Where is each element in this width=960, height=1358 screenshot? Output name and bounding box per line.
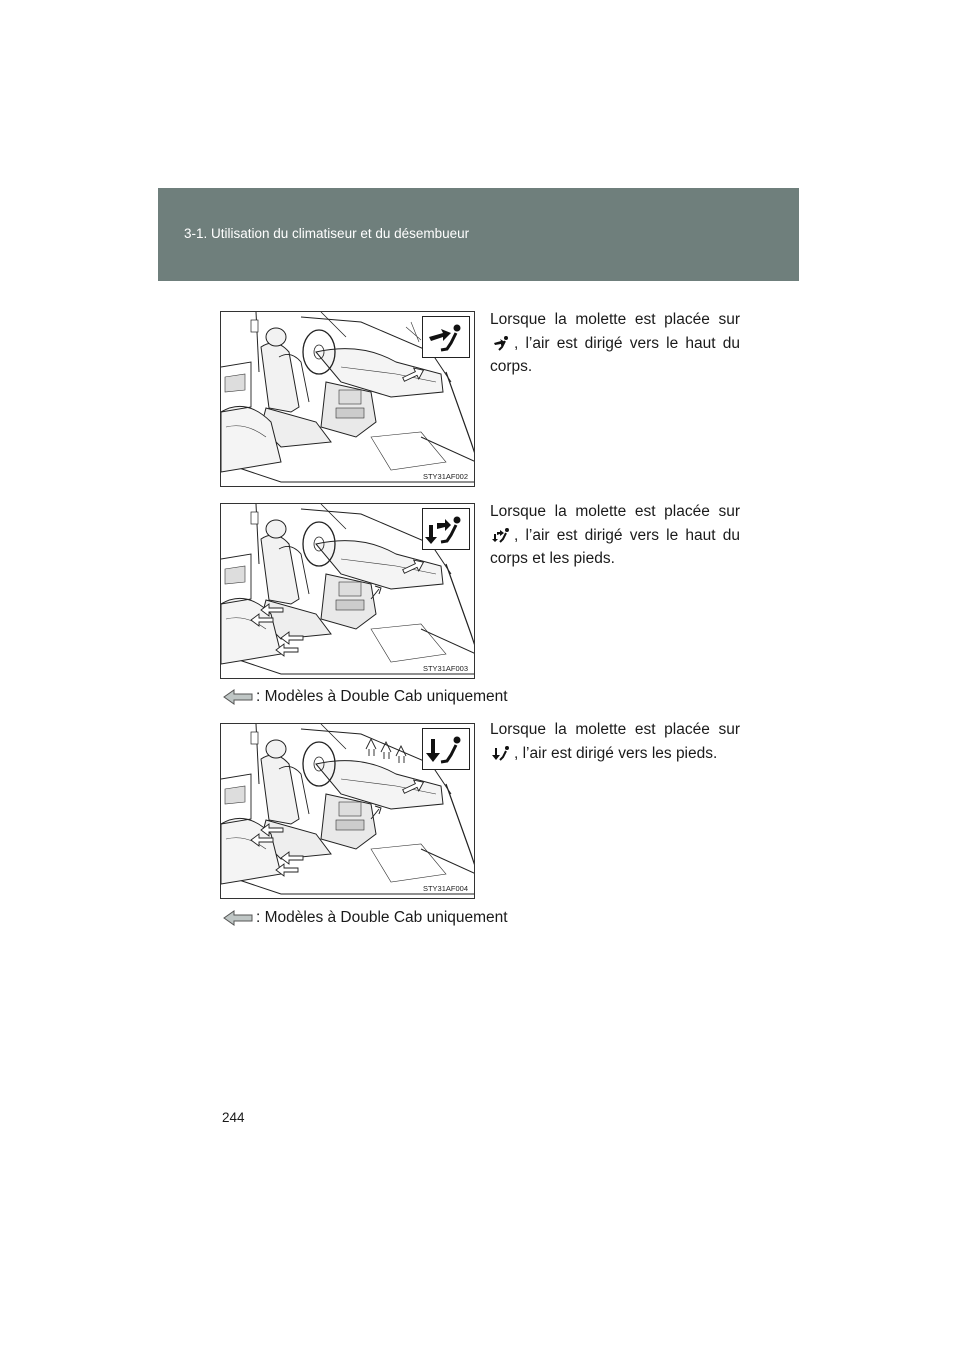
- double-cab-arrow-icon: [222, 689, 254, 705]
- description-foot-mode: [490, 718, 740, 765]
- description-text: , l’air est dirigé vers le haut du corps et les pieds.: [490, 526, 740, 567]
- double-cab-arrow-icon: [222, 910, 254, 926]
- description-face-mode: [490, 308, 740, 379]
- face-vent-icon: [422, 316, 470, 358]
- note-text: : Modèles à Double Cab uniquement: [256, 688, 508, 705]
- figure-code: STY31AF002: [422, 472, 468, 481]
- description-text: , l’air est dirigé vers le haut du corps.: [490, 334, 740, 375]
- section-title: 3-1. Utilisation du climatiseur et du désembueur: [184, 226, 470, 241]
- note-double-cab: [222, 909, 508, 927]
- face-vent-icon: [492, 335, 512, 351]
- foot-vent-icon: [492, 745, 512, 761]
- page-number: 244: [222, 1110, 245, 1125]
- bi-level-vent-icon: [422, 508, 470, 550]
- section-header: [158, 188, 799, 281]
- foot-vent-icon: [422, 728, 470, 770]
- bi-level-vent-icon: [492, 527, 512, 543]
- figure-code: STY31AF003: [422, 664, 468, 673]
- description-bilevel-mode: [490, 500, 740, 571]
- description-text: Lorsque la molette est placée sur: [490, 721, 740, 738]
- description-text: Lorsque la molette est placée sur: [490, 311, 740, 328]
- illustration-bilevel-mode: [220, 503, 475, 679]
- note-text: : Modèles à Double Cab uniquement: [256, 909, 508, 926]
- description-text: , l’air est dirigé vers les pieds.: [514, 744, 718, 762]
- illustration-foot-mode: [220, 723, 475, 899]
- illustration-face-mode: [220, 311, 475, 487]
- description-text: Lorsque la molette est placée sur: [490, 503, 740, 520]
- note-double-cab: [222, 688, 508, 706]
- figure-code: STY31AF004: [422, 884, 468, 893]
